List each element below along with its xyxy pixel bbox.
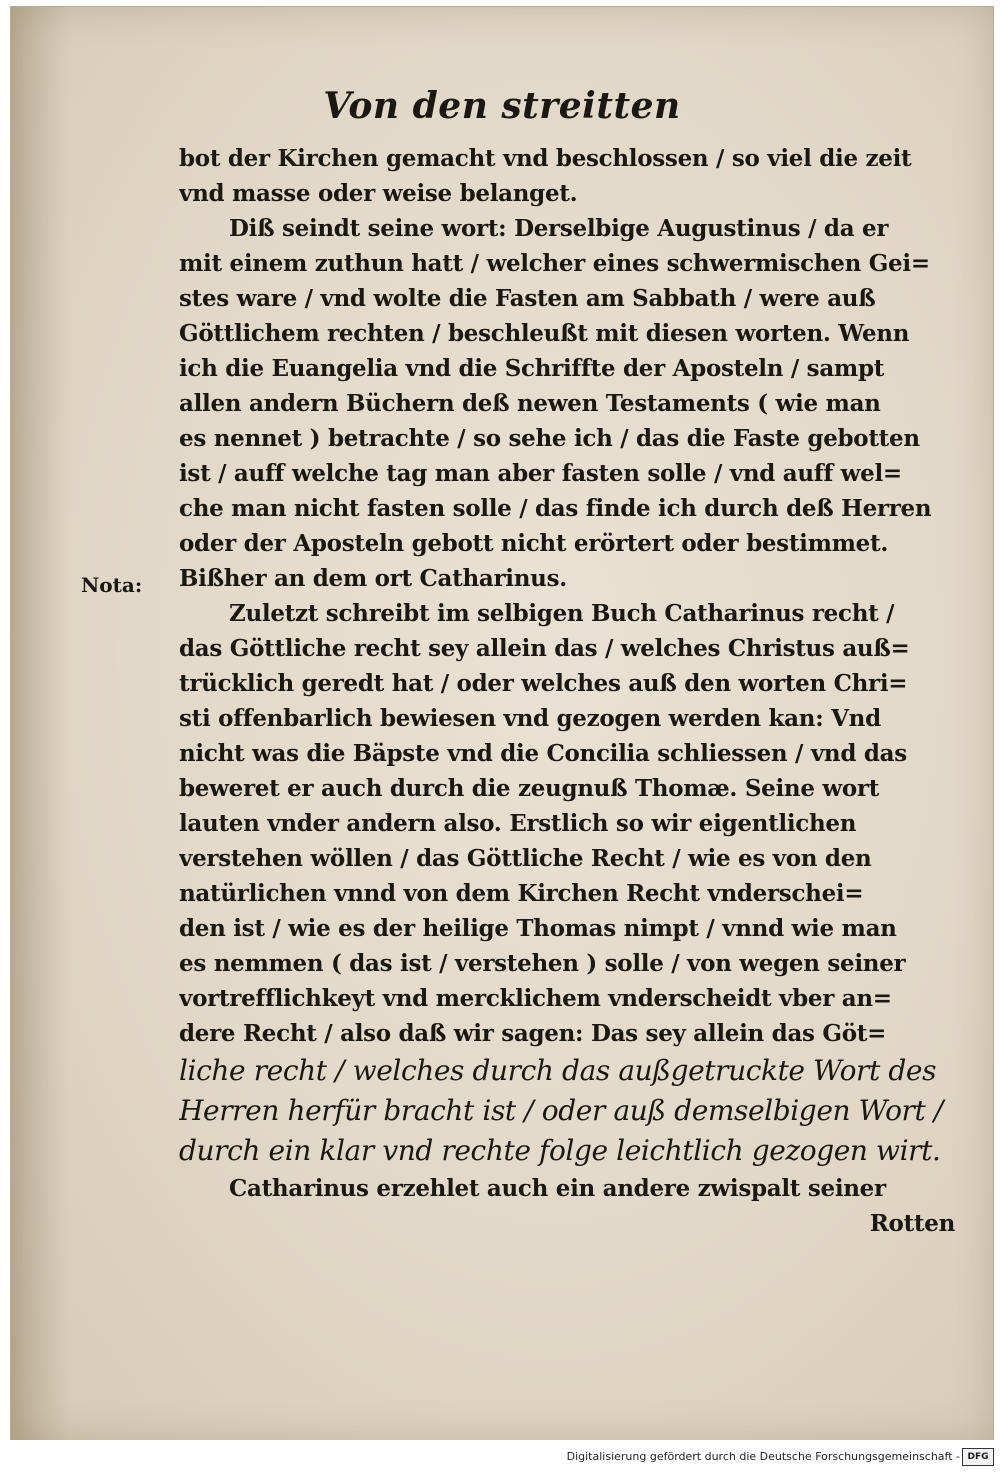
catchword: Rotten <box>869 1210 955 1237</box>
footer-bar <box>0 1440 1000 1474</box>
text-line: mit einem zuthun hatt / welcher eines schwermischen Gei= <box>179 250 930 277</box>
text-line: che man nicht fasten solle / das finde ich durch deß Herren <box>179 495 932 522</box>
text-line: trücklich geredt hat / oder welches auß den worten Chri= <box>179 670 908 697</box>
text-line: Diß seindt seine wort: Derselbige Augustinus / da er <box>229 215 889 242</box>
marginal-note: Nota: <box>81 573 143 597</box>
text-line: sti offenbarlich bewiesen vnd gezogen werden kan: Vnd <box>179 705 881 732</box>
dfg-logo-icon: DFG <box>962 1448 994 1466</box>
text-line: nicht was die Bäpste vnd die Concilia schliessen / vnd das <box>179 740 907 767</box>
funding-credit: Digitalisierung gefördert durch die Deutsche Forschungsgemeinschaft - <box>566 1450 960 1463</box>
text-line-emphasis: durch ein klar vnd rechte folge leichtlich gezogen wirt. <box>179 1134 941 1167</box>
gutter-shadow <box>11 7 71 1441</box>
text-line: Catharinus erzehlet auch ein andere zwispalt seiner <box>229 1175 886 1202</box>
text-line: stes ware / vnd wolte die Fasten am Sabbath / were auß <box>179 285 876 312</box>
text-line: vortrefflichkeyt vnd mercklichem vnderscheidt vber an= <box>179 985 892 1012</box>
text-line: Zuletzt schreibt im selbigen Buch Catharinus recht / <box>229 600 895 627</box>
text-line: es nennet ) betrachte / so sehe ich / das die Faste gebotten <box>179 425 920 452</box>
text-line: es nemmen ( das ist / verstehen ) solle / von wegen seiner <box>179 950 906 977</box>
text-line: bot der Kirchen gemacht vnd beschlossen / so viel die zeit <box>179 145 912 172</box>
text-line: ich die Euangelia vnd die Schriffte der Aposteln / sampt <box>179 355 885 382</box>
text-line: ist / auff welche tag man aber fasten solle / vnd auff wel= <box>179 460 902 487</box>
text-line: Göttlichem rechten / beschleußt mit diesen worten. Wenn <box>179 320 910 347</box>
text-line: lauten vnder andern also. Erstlich so wir eigentlichen <box>179 810 857 837</box>
text-line-emphasis: liche recht / welches durch das außgetruckte Wort des <box>179 1054 937 1087</box>
text-line: vnd masse oder weise belanget. <box>179 180 578 207</box>
text-line: oder der Aposteln gebott nicht erörtert oder bestimmet. <box>179 530 889 557</box>
text-line: verstehen wöllen / das Göttliche Recht / wie es von den <box>179 845 872 872</box>
body-text <box>179 141 955 1241</box>
text-line: allen andern Büchern deß newen Testaments ( wie man <box>179 390 881 417</box>
text-line: natürlichen vnnd von dem Kirchen Recht vnderschei= <box>179 880 864 907</box>
text-line: beweret er auch durch die zeugnuß Thomæ. Seine wort <box>179 775 880 802</box>
text-line: den ist / wie es der heilige Thomas nimpt / vnnd wie man <box>179 915 897 942</box>
text-line-emphasis: Herren herfür bracht ist / oder auß demselbigen Wort / <box>179 1094 943 1127</box>
text-line: das Göttliche recht sey allein das / welches Christus auß= <box>179 635 910 662</box>
running-head: Von den streitten <box>323 85 681 127</box>
text-line: dere Recht / also daß wir sagen: Das sey allein das Göt= <box>179 1020 887 1047</box>
text-line: Bißher an dem ort Catharinus. <box>179 565 567 592</box>
book-page <box>10 6 994 1442</box>
